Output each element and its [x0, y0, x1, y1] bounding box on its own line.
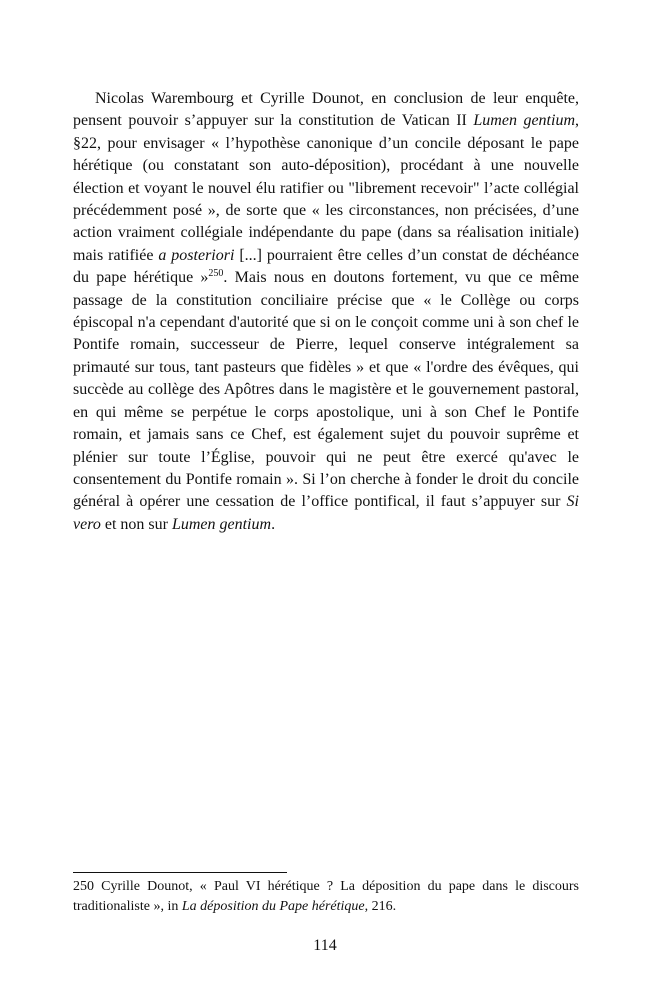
text-run: . — [271, 515, 276, 533]
footnote-text: 250 Cyrille Dounot, « Paul VI hérétique ? La déposition du pape dans le discours traditionaliste », in — [73, 879, 579, 914]
text-run: , §22, pour envisager « l’hypothèse canonique d’un concile déposant le pape hérétique (ou constatant son auto-déposition), procédant à une nouvelle élection et voyant le nouvel élu ratifier ou "librement recevoir" l’acte collégial précédemment posé », de sorte que « les circonstances, non précisées, d’une action vraiment collégiale indépendante du pape (dans sa réalisation initiale) mais ratifiée — [73, 112, 579, 264]
italic-title: Lumen gentium — [171, 515, 272, 533]
text-run: et non sur — [100, 515, 172, 533]
footnote-separator — [73, 872, 287, 873]
page-number: 114 — [313, 937, 337, 954]
footnote-italic-title: La déposition du Pape hérétique — [181, 899, 365, 914]
body-paragraph — [73, 88, 579, 536]
text-run: [...] pourraient être celles d’un constat de déchéance du pape hérétique » — [73, 246, 579, 287]
text-run: . Mais nous en doutons fortement, vu que ce même passage de la constitution conciliaire précise que « le Collège ou corps épiscopal n'a cependant d'autorité que si on le conçoit comme uni à son chef le Pontife romain, successeur de Pierre, lequel conserve intégralement sa primauté sur tous, tant pasteurs que fidèles » et que « l'ordre des évêques, qui succède au collège des Apôtres dans le magistère et le gouvernement pastoral, en qui même se perpétue le corps apostolique, uni à son Chef le Pontife romain, et jamais sans ce Chef, est également sujet du pouvoir suprême et plénier sur toute l’Église, pouvoir qui ne peut être exercé qu'avec le consentement du Pontife romain ». Si l’on cherche à fonder le droit du concile général à opérer une cessation de l’office pontifical, il faut s’appuyer sur — [73, 269, 580, 511]
footnote-reference[interactable]: 250 — [208, 268, 224, 280]
footnote — [73, 877, 579, 917]
italic-title: Si vero — [73, 493, 579, 533]
italic-title: Lumen gentium — [473, 112, 575, 130]
footnote-text: , 216. — [364, 899, 397, 914]
italic-phrase: a posteriori — [158, 246, 235, 264]
text-run: Nicolas Warembourg et Cyrille Dounot, en conclusion de leur enquête, pensent pouvoir s’appuyer sur la constitution de Vatican II — [73, 90, 579, 130]
